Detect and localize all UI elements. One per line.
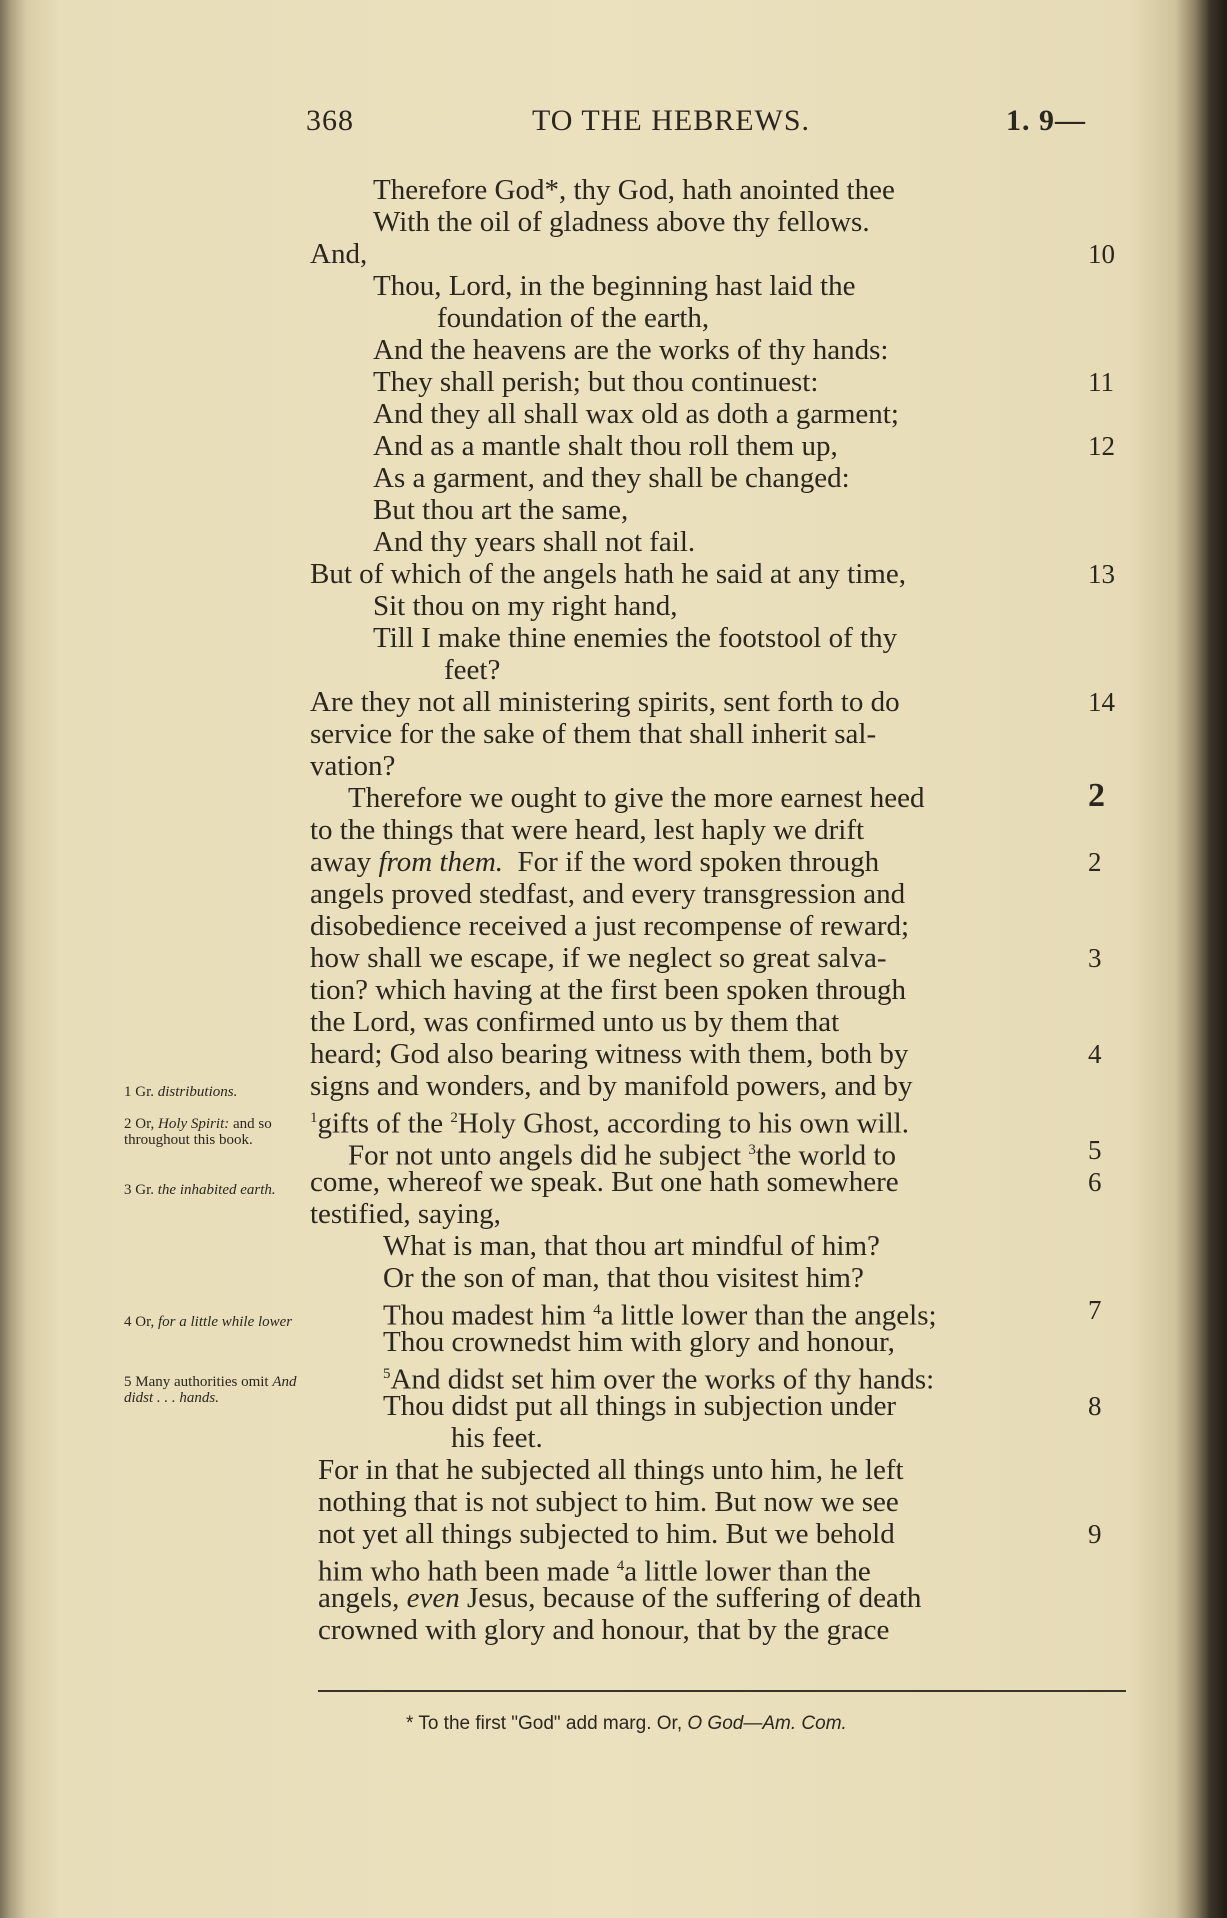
text-line: Thou, Lord, in the beginning hast laid the [373,270,856,302]
italic-span: even [406,1582,460,1614]
note-mark: 1 [124,1084,132,1100]
running-title: TO THE HEBREWS. [532,104,811,137]
text-span: angels, [318,1582,400,1614]
note-italic: distributions. [157,1084,238,1100]
note-mark: 1 [310,1110,318,1126]
chapter-number: 2 [1088,777,1105,814]
note-text: Many authorities omit [135,1374,269,1390]
text-span: Jesus, because of the suffering of death [466,1582,922,1614]
verse-number: 10 [1088,239,1115,269]
note-mark: 4 [616,1558,625,1574]
margin-note [124,1116,324,1148]
note-italic: the inhabited earth. [157,1182,276,1198]
verse-number: 3 [1088,943,1102,973]
verse-number: 14 [1088,687,1115,717]
text-line: how shall we escape, if we neglect so great salva- [310,942,887,974]
text-line: nothing that is not subject to him. But now we see [318,1486,899,1518]
text-line: What is man, that thou art mindful of him? [383,1230,880,1262]
verse-number: 5 [1088,1135,1102,1165]
verse-number: 13 [1088,559,1115,589]
text-line: As a garment, and they shall be changed: [373,462,850,494]
note-mark: 4 [124,1314,132,1330]
text-line: Therefore God*, thy God, hath anointed thee [373,174,895,206]
note-text: Gr. [135,1084,154,1100]
text-line: And, [310,238,368,270]
text-span: Holy Ghost, according to his own will. [457,1107,909,1140]
text-line: For in that he subjected all things unto him, he left [318,1454,904,1486]
text-line: With the oil of gladness above thy fellows. [373,206,870,238]
verse-number: 2 [1088,847,1102,877]
note-italic: for a little while lower [157,1314,293,1330]
text-line: But thou art the same, [373,494,629,526]
text-line: And thy years shall not fail. [373,526,696,558]
running-header [306,104,1086,148]
text-line: Thou crownedst him with glory and honour, [383,1326,895,1358]
text-span: a little lower than the angels; [600,1299,937,1332]
note-mark: 3 [124,1182,132,1198]
verse-number: 9 [1088,1519,1102,1549]
note-mark: 3 [748,1142,756,1158]
text-line: vation? [310,750,396,782]
text-line: to the things that were heard, lest haply we drift [310,814,865,846]
verse-number: 11 [1088,367,1114,397]
text-line [310,846,879,878]
note-mark: 2 [124,1116,132,1132]
chapter-ref: 1. 9— [1006,104,1086,137]
note-mark: 5 [383,1366,391,1382]
footnote [406,1713,847,1735]
text-line: tion? which having at the first been spoken through [310,974,906,1006]
text-line: crowned with glory and honour, that by the grace [318,1614,890,1646]
margin-note [124,1084,314,1100]
text-span: For if the word spoken through [517,846,880,878]
text-line: signs and wonders, and by manifold powers, and by [310,1070,913,1102]
footnote-italic: O God—Am. Com. [687,1713,847,1734]
text-line: foundation of the earth, [437,302,710,334]
text-line: And they all shall wax old as doth a garment; [373,398,899,430]
verse-number: 7 [1088,1295,1102,1325]
text-line: service for the sake of them that shall inherit sal- [310,718,877,750]
text-line: And as a mantle shalt thou roll them up, [373,430,838,462]
text-line: Thou didst put all things in subjection under [383,1390,897,1422]
note-mark: 5 [124,1374,132,1390]
margin-note [124,1182,314,1198]
text-span: him who hath been made [318,1555,610,1588]
footnote-rule [318,1690,1126,1692]
note-italic: Holy Spirit: [157,1116,230,1132]
note-text: Or, [135,1314,155,1330]
text-span: For not unto angels did he subject [348,1139,742,1172]
text-line: heard; God also bearing witness with them, both by [310,1038,909,1070]
margin-note [124,1314,314,1330]
verse-number: 4 [1088,1039,1102,1069]
text-line: angels proved stedfast, and every transgression and [310,878,906,910]
text-line: They shall perish; but thou continuest: [373,366,819,398]
note-text: and so throughout this book. [124,1116,272,1148]
verse-number: 8 [1088,1391,1102,1421]
text-line: the Lord, was confirmed unto us by them that [310,1006,840,1038]
verse-number: 6 [1088,1167,1102,1197]
note-mark: 4 [593,1302,601,1318]
text-line: Or the son of man, that thou visitest him? [383,1262,864,1294]
text-span: Thou madest him [383,1299,586,1332]
margin-note [124,1374,314,1406]
text-line [318,1582,921,1614]
text-line: And the heavens are the works of thy hands: [373,334,889,366]
verse-number: 12 [1088,431,1115,461]
text-line: feet? [444,654,501,686]
text-line: come, whereof we speak. But one hath somewhere [310,1166,899,1198]
note-italic: And didst . . . hands. [124,1374,297,1406]
text-span: And didst set him over the works of thy hands: [390,1363,935,1396]
text-span: away [310,846,372,878]
text-span: the world to [755,1139,896,1172]
text-line: disobedience received a just recompense of reward; [310,910,910,942]
footnote-text: * To the first "God" add marg. Or, [406,1713,683,1734]
text-line: not yet all things subjected to him. But we behold [318,1518,895,1550]
text-line: Are they not all ministering spirits, sent forth to do [310,686,900,718]
text-line: Therefore we ought to give the more earnest heed [348,782,925,814]
text-line: Sit thou on my right hand, [373,590,678,622]
note-text: Gr. [135,1182,154,1198]
text-span: gifts of the [317,1107,444,1140]
text-line: Till I make thine enemies the footstool of thy [373,622,898,654]
text-span: a little lower than the [624,1555,871,1588]
note-text: Or, [135,1116,155,1132]
text-line: testified, saying, [310,1198,501,1230]
note-mark: 2 [450,1110,458,1126]
text-line: his feet. [451,1422,543,1454]
page-number: 368 [306,104,354,137]
italic-span: from them. [378,846,504,878]
text-line: But of which of the angels hath he said at any time, [310,558,906,590]
